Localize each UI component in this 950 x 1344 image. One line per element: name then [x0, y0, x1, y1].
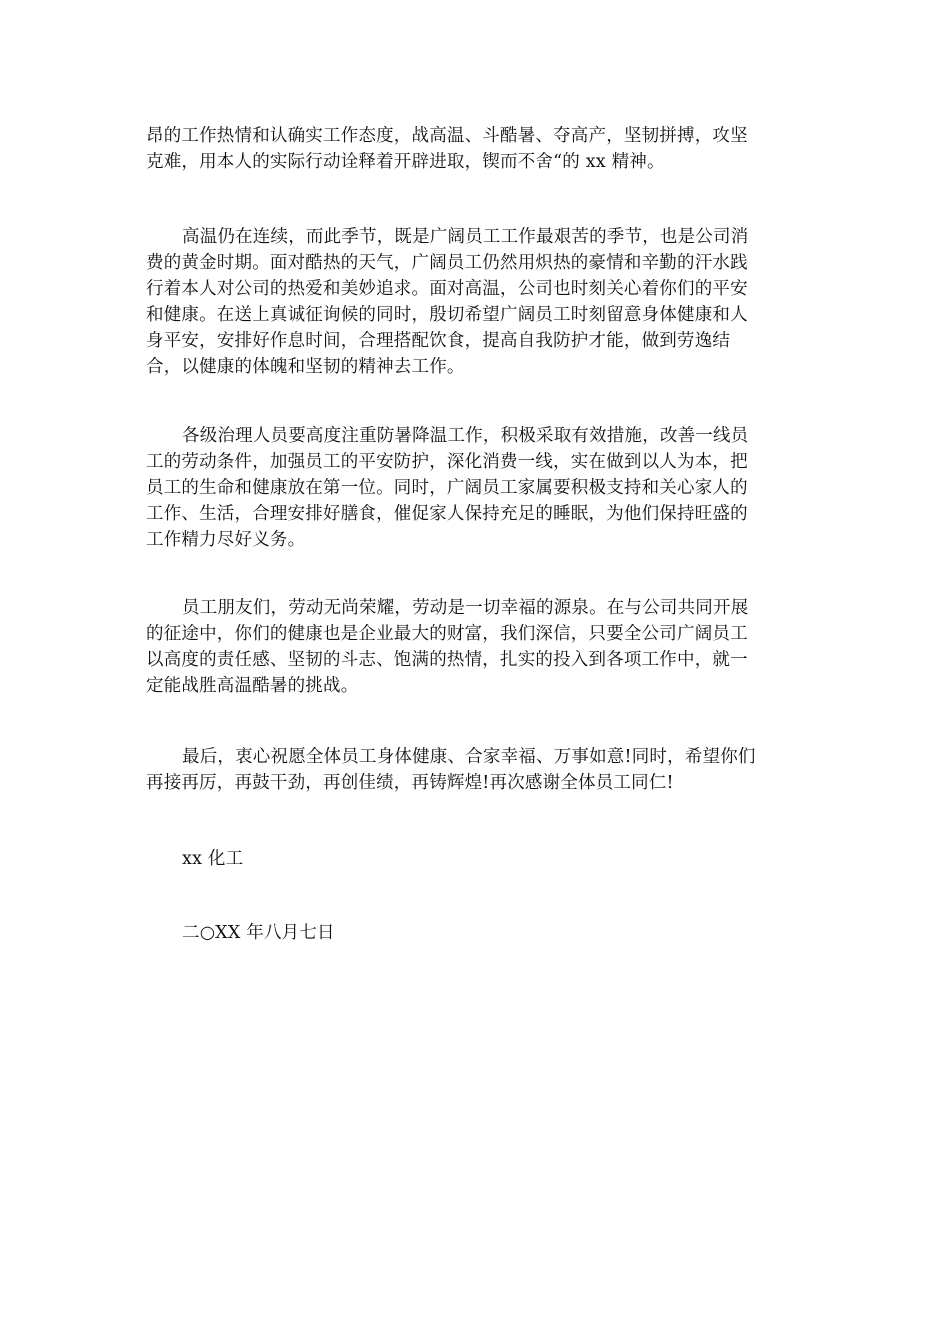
- text-line: 克难，用本人的实际行动诠释着开辟进取，锲而不舍“的 xx 精神。: [146, 152, 665, 172]
- text-line: 工作、生活，合理安排好膳食，催促家人保持充足的睡眠，为他们保持旺盛的: [146, 504, 748, 524]
- text-line: 员工朋友们，劳动无尚荣耀，劳动是一切幸福的源泉。在与公司共同开展: [182, 598, 749, 618]
- text-line: 各级治理人员要高度注重防暑降温工作，积极采取有效措施，改善一线员: [182, 426, 749, 446]
- text-line: 高温仍在连续，而此季节，既是广阔员工工作最艰苦的季节，也是公司消: [182, 227, 749, 247]
- text-line: 工作精力尽好义务。: [146, 530, 306, 550]
- signature-company: [146, 846, 806, 872]
- text-line: 最后，衷心祝愿全体员工身体健康、合家幸福、万事如意!同时，希望你们: [182, 747, 756, 767]
- text-line: 以高度的责任感、坚韧的斗志、饱满的热情，扎实的投入到各项工作中，就一: [146, 650, 748, 670]
- text-line: 的征途中，你们的健康也是企业最大的财富，我们深信，只要全公司广阔员工: [146, 624, 748, 644]
- text-line: 合，以健康的体魄和坚韧的精神去工作。: [146, 357, 465, 377]
- text-line: 员工的生命和健康放在第一位。同时，广阔员工家属要积极支持和关心家人的: [146, 478, 748, 498]
- text-line: 费的黄金时期。面对酷热的天气，广阔员工仍然用炽热的豪情和辛勤的汗水践: [146, 253, 748, 273]
- text-line: 和健康。在送上真诚征询候的同时，殷切希望广阔员工时刻留意身体健康和人: [146, 305, 748, 325]
- date-text: 二○XX 年八月七日: [182, 923, 335, 943]
- text-line: 定能战胜高温酷暑的挑战。: [146, 676, 359, 696]
- text-line: 工的劳动条件，加强员工的平安防护，深化消费一线，实在做到以人为本，把: [146, 452, 748, 472]
- paragraph-closing: [146, 744, 806, 796]
- paragraph-continuation: [146, 123, 806, 175]
- paragraph-heat-season: [146, 224, 806, 380]
- paragraph-employees: [146, 595, 806, 699]
- signature-date: [146, 920, 806, 946]
- text-line: 行着本人对公司的热爱和美妙追求。面对高温，公司也时刻关心着你们的平安: [146, 279, 748, 299]
- paragraph-managers: [146, 423, 806, 553]
- text-line: 再接再厉，再鼓干劲，再创佳绩，再铸辉煌!再次感谢全体员工同仁!: [146, 773, 674, 793]
- text-line: 昂的工作热情和认确实工作态度，战高温、斗酷暑、夺高产，坚韧拼搏，攻坚: [146, 126, 748, 146]
- company-name: xx 化工: [182, 849, 244, 869]
- text-line: 身平安，安排好作息时间，合理搭配饮食，提高自我防护才能，做到劳逸结: [146, 331, 731, 351]
